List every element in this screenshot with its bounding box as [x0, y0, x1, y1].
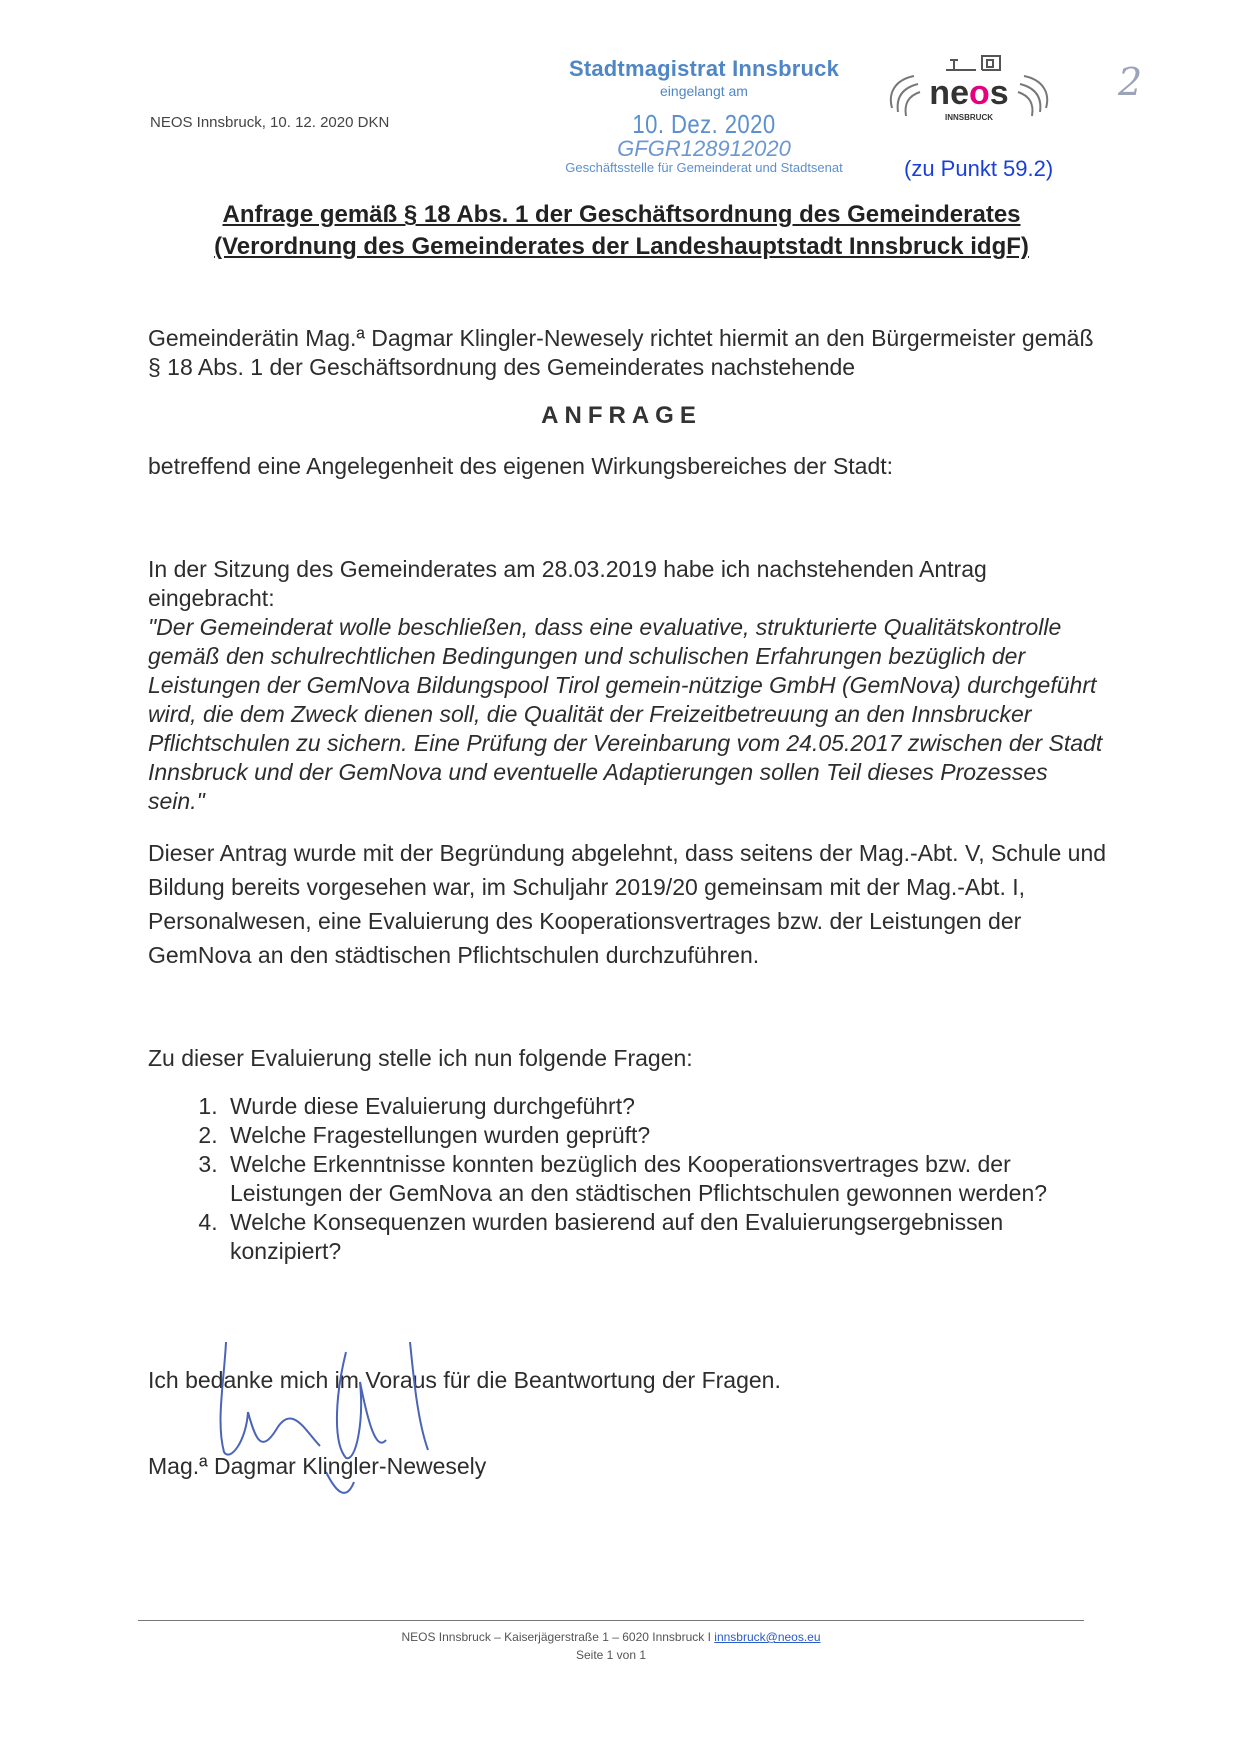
rejection-paragraph: Dieser Antrag wurde mit der Begründung abgelehnt, dass seitens der Mag.-Abt. V, Schule und Bildung bereits vorgesehen war, im Schuljahr 2019/20 gemeinsam mit der Mag.-Abt. I, Personalwesen, eine Evaluierung des Kooperationsvertrages bzw. der Leistungen der GemNova an den städtischen Pflichtschulen durchzuführen.: [148, 840, 1107, 968]
footer-address: NEOS Innsbruck – Kaiserjägerstraße 1 – 6020 Innsbruck I: [401, 1630, 715, 1644]
svg-text:INNSBRUCK: INNSBRUCK: [945, 113, 993, 122]
list-item: 1. Wurde diese Evaluierung durchgeführt?: [224, 1092, 1108, 1121]
closing-line: Ich bedanke mich im Voraus für die Beantwortung der Fragen.: [148, 1367, 781, 1393]
stamp-office: Geschäftsstelle für Gemeinderat und Stadtsenat: [565, 160, 843, 175]
neos-logo: [884, 46, 1054, 128]
title-line-2: (Verordnung des Gemeinderates der Landeshauptstadt Innsbruck idgF): [214, 233, 1029, 260]
session-paragraph: [148, 555, 1108, 816]
stamp-received-label: eingelangt am: [660, 83, 748, 99]
stamp-organization: Stadtmagistrat Innsbruck: [568, 56, 840, 81]
list-item: 4. Welche Konsequenzen wurden basierend auf den Evaluierungsergebnissen konzipiert?: [224, 1208, 1108, 1266]
list-item: 2. Welche Fragestellungen wurden geprüft?: [224, 1121, 1108, 1150]
sender-line: NEOS Innsbruck, 10. 12. 2020 DKN: [150, 114, 390, 131]
footer-email-link[interactable]: innsbruck@neos.eu: [714, 1630, 821, 1644]
list-item: 3. Welche Erkenntnisse konnten bezüglich des Kooperationsvertrages bzw. der Leistungen der GemNova an den städtischen Pflichtschulen gewonnen werden?: [224, 1150, 1108, 1208]
svg-text:neos: neos: [929, 74, 1009, 112]
document-title: [130, 199, 1113, 263]
motion-quote: "Der Gemeinderat wolle beschließen, dass eine evaluative, strukturierte Qualitätskontrolle gemäß den schulrechtlichen Bedingungen und schulischen Erfahrungen bezüglich der Leistungen der GemNova Bildungspool Tirol gemein-nützige GmbH (GemNova) durchgeführt wird, die dem Zweck dienen soll, die Qualität der Freizeitbetreuung an den Innsbrucker Pflichtschulen zu sichern. Eine Prüfung der Vereinbarung vom 24.05.2017 zwischen der Stadt Innsbruck und der GemNova und eventuelle Adaptierungen sollen Teil dieses Prozesses sein.": [148, 614, 1103, 814]
questions-list: [148, 1092, 1108, 1266]
page-footer: [138, 1628, 1084, 1664]
stamp-date: 10. Dez. 2020: [632, 109, 776, 139]
topic-reference: (zu Punkt 59.2): [904, 156, 1054, 181]
signatory-name: Mag.ª Dagmar Klingler-Newesely: [148, 1453, 487, 1479]
footer-page-number: Seite 1 von 1: [575, 1648, 647, 1662]
subject-line: betreffend eine Angelegenheit des eigenen Wirkungsbereiches der Stadt:: [148, 453, 894, 479]
title-line-1: Anfrage gemäß § 18 Abs. 1 der Geschäftsordnung des Gemeinderates: [222, 201, 1021, 228]
stamp-reference: GFGR128912020: [617, 136, 791, 161]
received-stamp: [548, 56, 860, 175]
anfrage-heading: ANFRAGE: [541, 402, 702, 429]
session-text: In der Sitzung des Gemeinderates am 28.03.2019 habe ich nachstehenden Antrag eingebracht:: [148, 556, 987, 611]
intro-paragraph: Gemeinderätin Mag.ª Dagmar Klingler-Newesely richtet hiermit an den Bürgermeister gemäß § 18 Abs. 1 der Geschäftsordnung des Gemeinderates nachstehende: [148, 325, 1094, 380]
footer-divider: [138, 1620, 1084, 1621]
page-mark: 2: [1118, 60, 1143, 104]
questions-intro: Zu dieser Evaluierung stelle ich nun folgende Fragen:: [148, 1045, 693, 1071]
